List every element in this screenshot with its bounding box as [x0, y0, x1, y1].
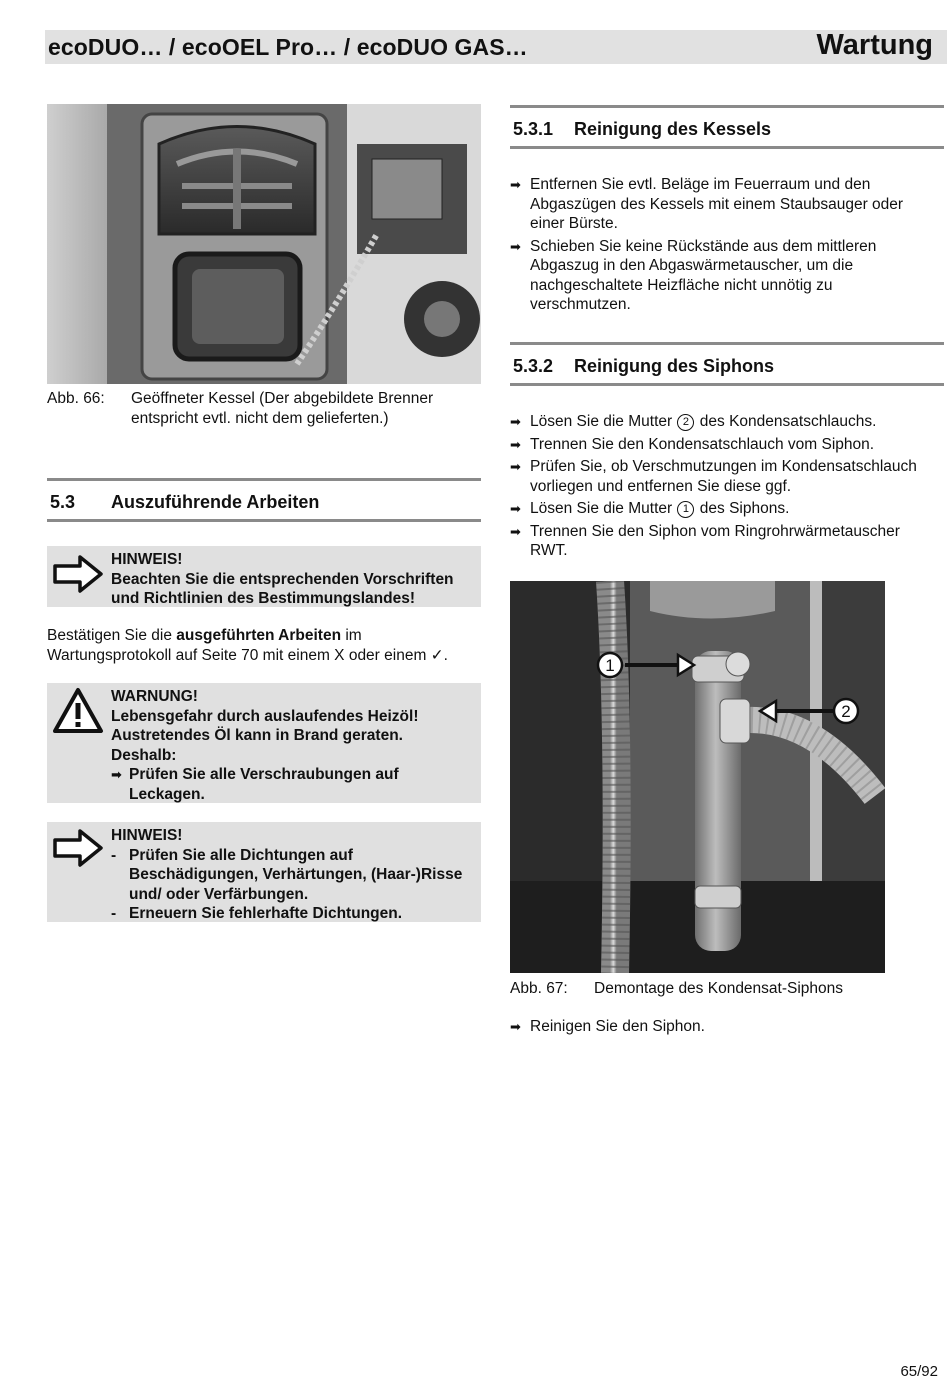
- confirm-text-bold: ausgeführten Arbeiten: [176, 627, 342, 644]
- warning-line: Deshalb:: [111, 746, 177, 764]
- step-text: des Siphons.: [695, 500, 790, 517]
- dash-bullet: -: [111, 846, 117, 864]
- arrow-bullet-icon: ➡: [510, 1019, 521, 1034]
- arrow-bullet-icon: ➡: [510, 414, 521, 429]
- hint-heading: HINWEIS!: [111, 827, 183, 844]
- section-5-3-heading: [47, 478, 481, 522]
- callout-number: 2: [677, 414, 694, 431]
- hint-box: [47, 822, 481, 922]
- warning-heading: WARNUNG!: [111, 688, 198, 705]
- page-header: [45, 30, 947, 64]
- step-item: [510, 457, 945, 496]
- section-number: 5.3: [50, 492, 76, 512]
- section-number: 5.3.1: [513, 119, 554, 139]
- page-number: 65/92: [900, 1363, 938, 1380]
- step-text: Trennen Sie den Kondensatschlauch vom Siphon.: [530, 435, 875, 453]
- callout-label-1: 1: [605, 656, 615, 675]
- step-text: Reinigen Sie den Siphon.: [530, 1018, 705, 1035]
- hint-text: Beachten Sie die entsprechenden Vorschriften und Richtlinien des Bestimmungslandes!: [111, 570, 454, 607]
- step-text: des Kondensatschlauchs.: [695, 413, 877, 430]
- step-text: Prüfen Sie, ob Verschmutzungen im Kondensatschlauch vorliegen und entfernen Sie diese ggf.: [530, 458, 917, 495]
- hint-list-item: [111, 846, 471, 905]
- figure-66-label: Abb. 66:: [47, 390, 105, 407]
- hint-item-text: Erneuern Sie fehlerhafte Dichtungen.: [129, 905, 403, 922]
- confirm-paragraph: [47, 626, 472, 665]
- section-title: Reinigung des Kessels: [574, 119, 772, 139]
- figure-67-label: Abb. 67:: [510, 980, 568, 997]
- arrow-bullet-icon: ➡: [510, 523, 521, 539]
- step-item: [510, 412, 945, 432]
- step-item: [510, 435, 945, 455]
- figure-66-photo: [47, 104, 481, 384]
- arrow-right-icon: [52, 554, 104, 599]
- step-text: Lösen Sie die Mutter: [530, 500, 677, 517]
- step-item: [510, 1017, 935, 1037]
- figure-66-caption: Geöffneter Kessel (Der abgebildete Brenner entspricht evtl. nicht dem gelieferten.): [131, 390, 434, 427]
- warning-action-text: Prüfen Sie alle Verschraubungen auf Leckagen.: [129, 766, 399, 803]
- step-text: Schieben Sie keine Rückstände aus dem mittleren Abgaszug in den Abgaswärmetauscher, um die nachgeschaltete Heizfläche nicht unnötig zu verschmutzen.: [530, 237, 877, 313]
- callout-label-2: 2: [841, 702, 851, 721]
- arrow-bullet-icon: ➡: [510, 436, 521, 452]
- step-text: Trennen Sie den Siphon vom Ringrohrwärmetauscher RWT.: [530, 522, 900, 559]
- section-title: Auszuführende Arbeiten: [111, 492, 320, 512]
- section-5-3-1-heading: [510, 105, 944, 149]
- step-item: [510, 237, 935, 315]
- step-item: [510, 175, 935, 234]
- arrow-bullet-icon: ➡: [111, 767, 122, 782]
- cleaning-siphon-steps: [510, 412, 945, 564]
- document-title: ecoDUO… / ecoOEL Pro… / ecoDUO GAS…: [48, 34, 528, 60]
- final-steps: [510, 1017, 935, 1040]
- section-number: 5.3.2: [513, 356, 554, 376]
- figure-67-photo: [510, 581, 885, 973]
- warning-action: [111, 765, 471, 804]
- confirm-text-start: Bestätigen Sie die: [47, 627, 177, 644]
- arrow-bullet-icon: ➡: [510, 238, 521, 254]
- warning-triangle-icon: [52, 687, 104, 740]
- warning-box: [47, 683, 481, 803]
- step-text: Lösen Sie die Mutter: [530, 413, 677, 430]
- warning-line: Lebensgefahr durch auslaufendes Heizöl!: [111, 707, 419, 725]
- step-item: [510, 522, 945, 561]
- step-text: Entfernen Sie evtl. Beläge im Feuerraum und den Abgaszügen des Kessels mit einem Staubsauger oder einer Bürste.: [530, 176, 904, 232]
- arrow-right-icon: [52, 828, 104, 873]
- step-item: [510, 499, 945, 519]
- arrow-bullet-icon: ➡: [510, 177, 521, 192]
- hint-box: [47, 546, 481, 607]
- section-title: Reinigung des Siphons: [574, 356, 775, 376]
- hint-heading: HINWEIS!: [111, 551, 183, 568]
- chapter-title: Wartung: [816, 29, 933, 61]
- cleaning-boiler-steps: [510, 175, 935, 318]
- figure-67-caption: Demontage des Kondensat-Siphons: [594, 980, 844, 997]
- arrow-bullet-icon: ➡: [510, 501, 521, 516]
- callout-number: 1: [677, 501, 694, 518]
- hint-item-text: Prüfen Sie alle Dichtungen auf Beschädigungen, Verhärtungen, (Haar-)Risse und/ oder Verfärbungen.: [129, 846, 463, 903]
- hint-list-item: [111, 904, 471, 924]
- confirm-text-end: im Wartungsprotokoll auf Seite 70 mit einem X oder einem ✓.: [47, 627, 448, 664]
- warning-line: Austretendes Öl kann in Brand geraten.: [111, 727, 403, 744]
- section-5-3-2-heading: [510, 342, 944, 386]
- dash-bullet: -: [111, 905, 117, 922]
- arrow-bullet-icon: ➡: [510, 459, 521, 474]
